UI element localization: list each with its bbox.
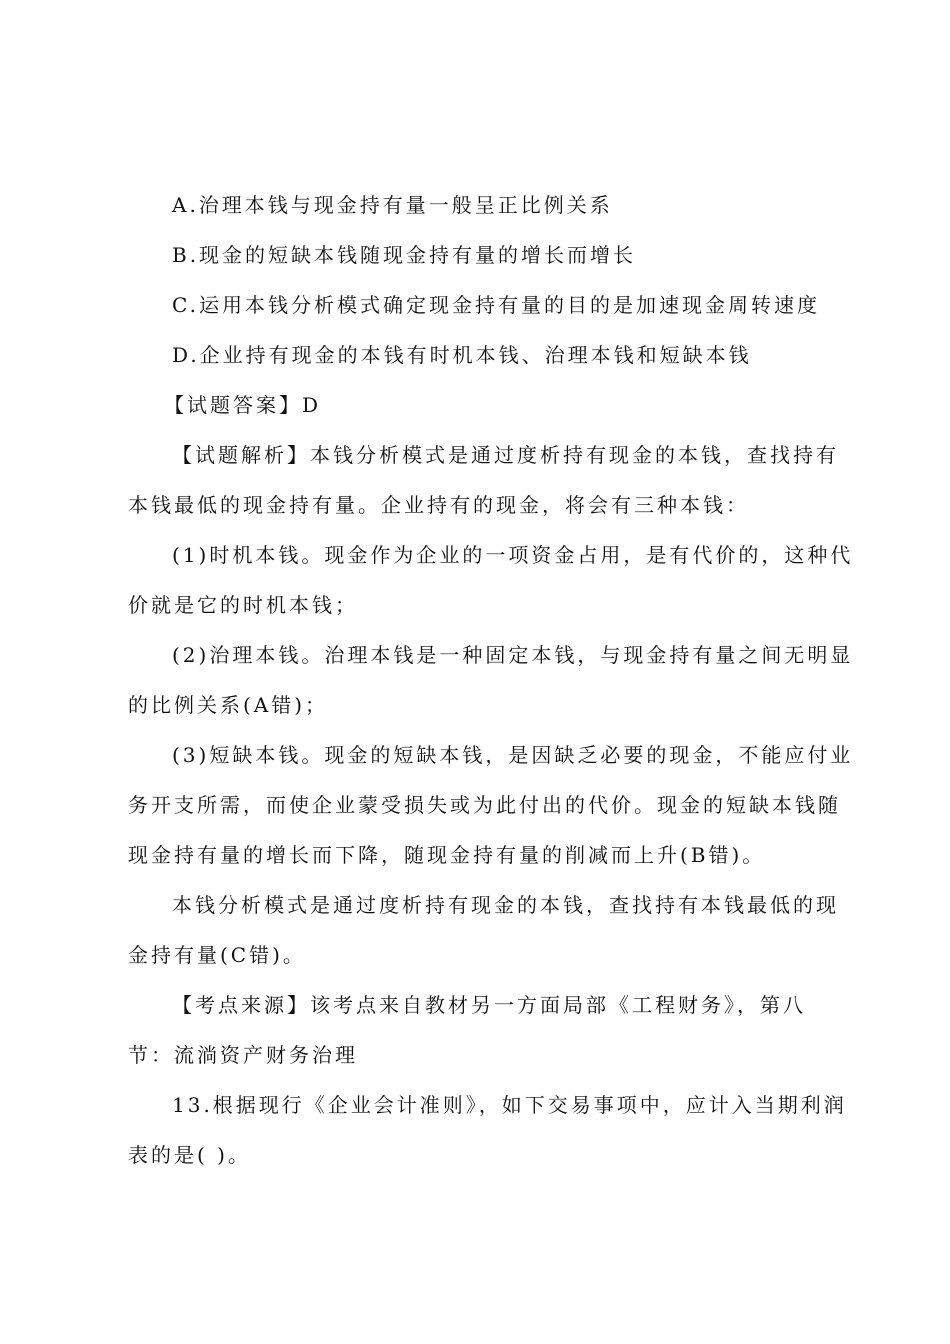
analysis-paragraph-4-line-3: 现金持有量的增长而下降，随现金持有量的削减而上升(B错)。 <box>128 843 766 867</box>
analysis-paragraph-4-line-2: 务开支所需，而使企业蒙受损失或为此付出的代价。现金的短缺本钱随 <box>128 793 841 817</box>
analysis-paragraph-5-line-2: 金持有量(C错)。 <box>128 943 306 967</box>
answer-line: 【试题答案】D <box>164 393 322 417</box>
source-line-1: 【考点来源】该考点来自教材另一方面局部《工程财务》，第八 <box>172 993 806 1017</box>
option-c: C.运用本钱分析模式确定现金持有量的目的是加速现金周转速度 <box>172 293 820 317</box>
question-13-line-2: 表的是( )。 <box>128 1143 251 1167</box>
question-13-line-1: 13.根据现行《企业会计准则》，如下交易事项中，应计入当期利润 <box>172 1093 847 1117</box>
analysis-paragraph-1-line-1: 【试题解析】本钱分析模式是通过度析持有现金的本钱，查找持有 <box>172 443 839 467</box>
source-line-2: 节：流淌资产财务治理 <box>128 1043 358 1067</box>
analysis-paragraph-1-line-2: 本钱最低的现金持有量。企业持有的现金，将会有三种本钱： <box>128 493 749 517</box>
analysis-paragraph-2-line-1: (1)时机本钱。现金作为企业的一项资金占用，是有代价的，这种代 <box>172 543 854 567</box>
analysis-paragraph-5-line-1: 本钱分析模式是通过度析持有现金的本钱，查找持有本钱最低的现 <box>172 893 839 917</box>
analysis-paragraph-3-line-2: 的比例关系(A错)； <box>128 693 329 717</box>
option-b: B.现金的短缺本钱随现金持有量的增长而增长 <box>172 243 637 267</box>
option-a: A.治理本钱与现金持有量一般呈正比例关系 <box>172 193 613 217</box>
analysis-paragraph-3-line-1: (2)治理本钱。治理本钱是一种固定本钱，与现金持有量之间无明显 <box>172 643 854 667</box>
analysis-paragraph-4-line-1: (3)短缺本钱。现金的短缺本钱，是因缺乏必要的现金，不能应付业 <box>172 743 854 767</box>
option-d: D.企业持有现金的本钱有时机本钱、治理本钱和短缺本钱 <box>172 343 752 367</box>
analysis-paragraph-2-line-2: 价就是它的时机本钱； <box>128 593 358 617</box>
